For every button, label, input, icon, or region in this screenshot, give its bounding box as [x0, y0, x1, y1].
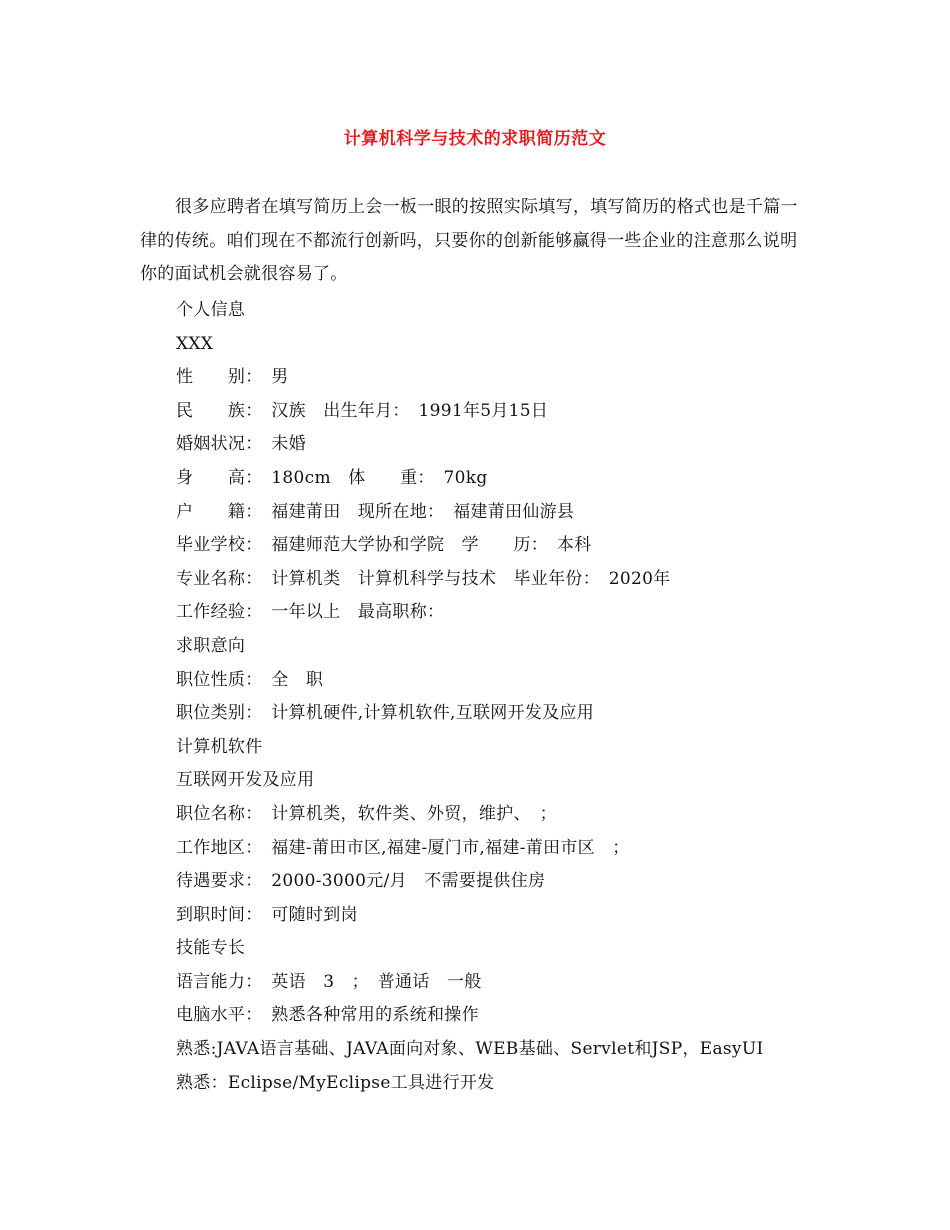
field-school-degree: 毕业学校： 福建师范大学协和学院 学 历： 本科	[176, 535, 592, 556]
section-heading-skills: 技能专长	[176, 938, 246, 959]
field-job-category: 职位类别： 计算机硬件,计算机软件,互联网开发及应用	[176, 703, 595, 724]
skill-java-web: 熟悉:JAVA语言基础、JAVA面向对象、WEB基础、Servlet和JSP，EasyUI	[176, 1039, 764, 1060]
category-internet: 互联网开发及应用	[176, 770, 315, 791]
resume-lines	[176, 294, 876, 1100]
field-experience-title: 工作经验： 一年以上 最高职称：	[176, 602, 445, 623]
field-job-nature: 职位性质： 全 职	[176, 669, 324, 690]
field-marital-status: 婚姻状况： 未婚	[176, 434, 306, 455]
intro-paragraph: 很多应聘者在填写简历上会一板一眼的按照实际填写，填写简历的格式也是千篇一律的传统。咱们现在不都流行创新吗，只要你的创新能够赢得一些企业的注意那么说明你的面试机会就很容易了。	[140, 197, 798, 284]
field-gender: 性 别： 男	[176, 367, 289, 388]
category-software: 计算机软件	[176, 736, 263, 757]
section-heading-personal-info: 个人信息	[176, 300, 246, 320]
field-household-residence: 户 籍： 福建莆田 现所在地： 福建莆田仙游县	[176, 501, 575, 522]
field-start-date: 到职时间： 可随时到岗	[176, 904, 358, 925]
applicant-name: XXX	[176, 333, 214, 354]
document-title: 计算机科学与技术的求职简历范文	[343, 129, 607, 149]
field-languages: 语言能力： 英语 3 ； 普通话 一般	[176, 971, 482, 992]
field-height-weight: 身 高： 180cm 体 重： 70kg	[176, 467, 488, 488]
field-major-graduation: 专业名称： 计算机类 计算机科学与技术 毕业年份： 2020年	[176, 568, 671, 589]
field-salary: 待遇要求： 2000-3000元/月 不需要提供住房	[176, 871, 546, 892]
field-computer-level: 电脑水平： 熟悉各种常用的系统和操作	[176, 1005, 479, 1026]
field-job-title: 职位名称： 计算机类，软件类、外贸，维护、 ；	[176, 803, 557, 824]
section-heading-job-intention: 求职意向	[176, 635, 246, 656]
skill-eclipse: 熟悉：Eclipse/MyEclipse工具进行开发	[176, 1072, 495, 1093]
field-work-location: 工作地区： 福建-莆田市区,福建-厦门市,福建-莆田市区 ；	[176, 837, 630, 858]
field-ethnicity-birthdate: 民 族： 汉族 出生年月： 1991年5月15日	[176, 400, 549, 421]
